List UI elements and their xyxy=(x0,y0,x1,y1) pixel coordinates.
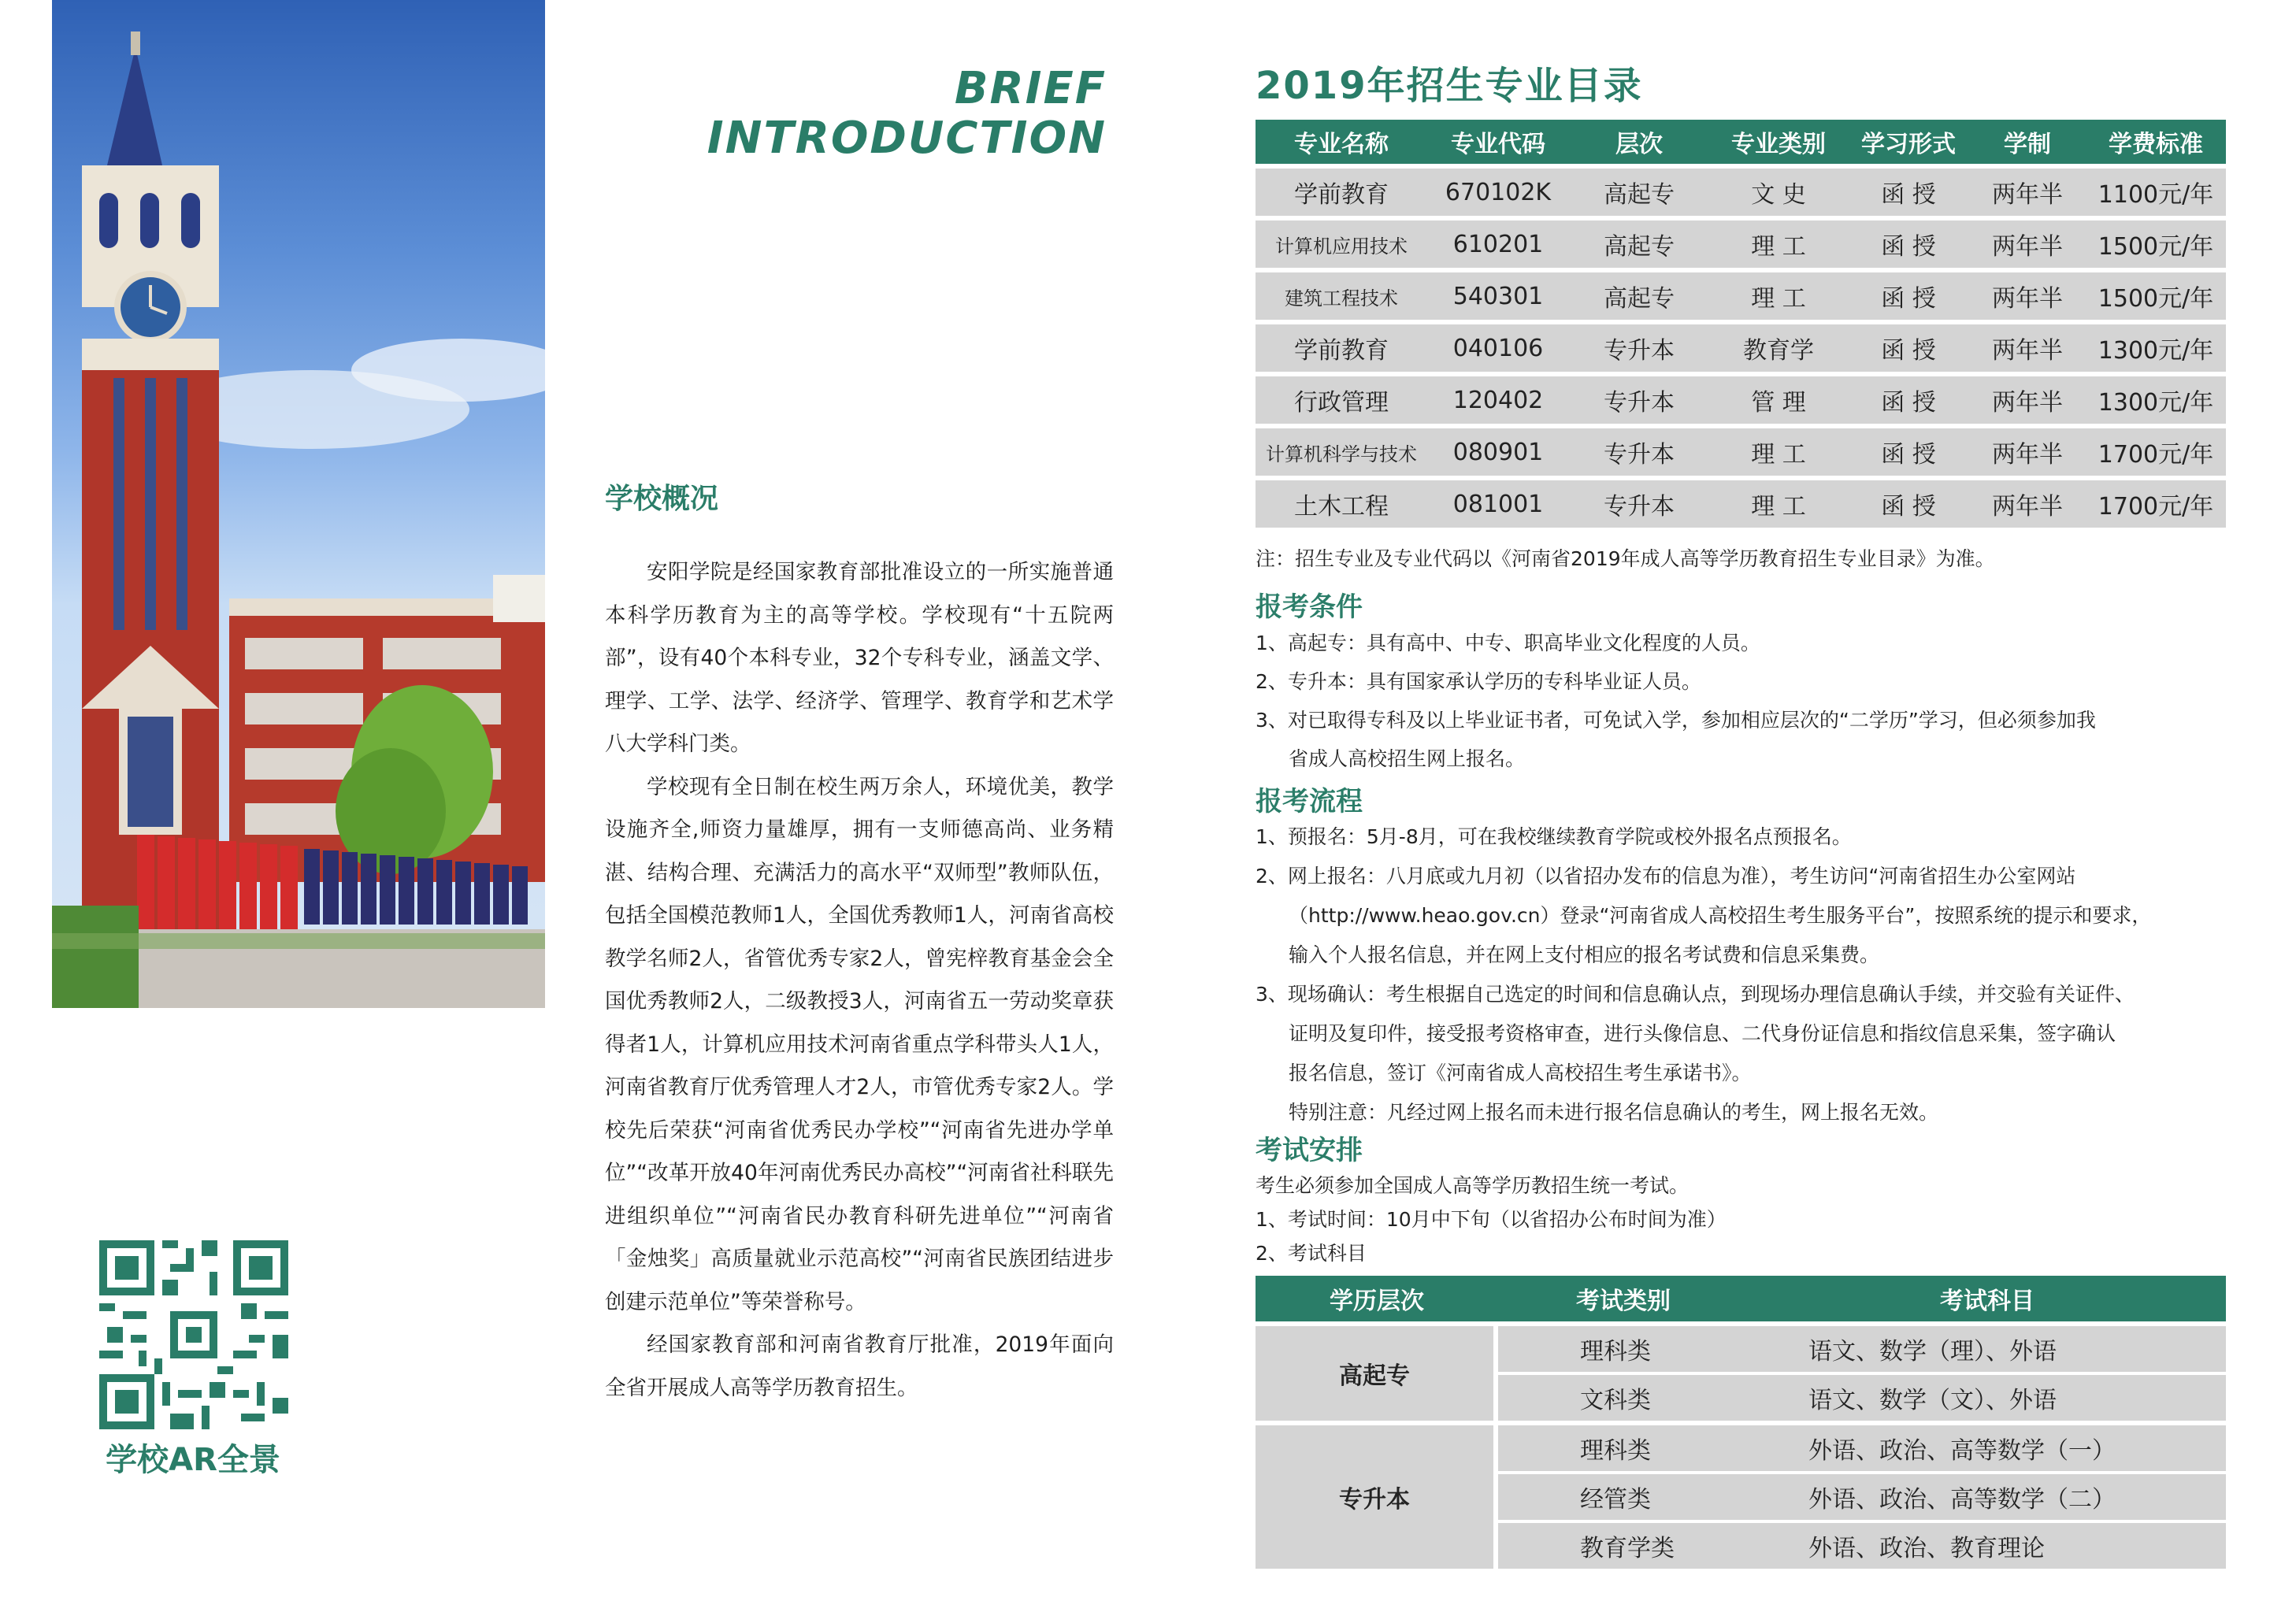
table-row xyxy=(1256,376,2226,424)
header-cell: 层次 xyxy=(1569,120,1709,164)
qr-label: 学校AR全景 xyxy=(106,1442,280,1478)
brief-heading-line1: BRIEF xyxy=(954,63,1107,114)
duration: 两年半 xyxy=(1969,428,2086,476)
process-line: 证明及复印件，接受报考资格审查，进行头像信息、二代身份证信息和指纹信息采集，签字确认 xyxy=(1289,1022,2116,1045)
header-cell: 考试科目 xyxy=(1749,1276,2226,1321)
exam-subjects: 语文、数学（文）、外语 xyxy=(1749,1372,2226,1421)
exam-subjects: 外语、政治、教育理论 xyxy=(1749,1520,2226,1569)
major-category: 理 工 xyxy=(1709,220,1848,268)
header-cell: 考试类别 xyxy=(1498,1276,1749,1321)
header-cell: 学历层次 xyxy=(1256,1276,1498,1321)
education-level: 专升本 xyxy=(1256,1425,1498,1569)
study-form: 函 授 xyxy=(1848,480,1969,528)
table-row xyxy=(1256,1326,2226,1372)
overview-text xyxy=(605,551,1114,1410)
table-row xyxy=(1256,428,2226,476)
majors-header-row xyxy=(1256,120,2226,164)
table-row xyxy=(1256,169,2226,216)
duration: 两年半 xyxy=(1969,169,2086,216)
table-row xyxy=(1256,220,2226,268)
catalog-note: 注：招生专业及专业代码以《河南省2019年成人高等学历教育招生专业目录》为准。 xyxy=(1256,547,1995,570)
tuition: 1100元/年 xyxy=(2086,169,2226,216)
duration: 两年半 xyxy=(1969,480,2086,528)
process-text xyxy=(1256,817,2240,1132)
campus-photo xyxy=(52,0,545,1008)
exam-line: 考生必须参加全国成人高等学历教招生统一考试。 xyxy=(1256,1174,1690,1197)
exam-category: 理科类 xyxy=(1498,1425,1749,1471)
header-cell: 学费标准 xyxy=(2086,120,2226,164)
exam-text xyxy=(1256,1169,2240,1270)
duration: 两年半 xyxy=(1969,376,2086,424)
major-level: 专升本 xyxy=(1569,480,1709,528)
process-line: 特别注意：凡经过网上报名而未进行报名信息确认的考生，网上报名无效。 xyxy=(1289,1101,1939,1124)
process-line: 1、预报名：5月-8月，可在我校继续教育学院或校外报名点预报名。 xyxy=(1256,825,1852,848)
major-category: 理 工 xyxy=(1709,428,1848,476)
major-level: 专升本 xyxy=(1569,428,1709,476)
tuition: 1700元/年 xyxy=(2086,480,2226,528)
overview-paragraph: 经国家教育部和河南省教育厅批准，2019年面向全省开展成人高等学历教育招生。 xyxy=(605,1332,1114,1400)
major-code: 120402 xyxy=(1427,376,1569,424)
major-code: 540301 xyxy=(1427,272,1569,320)
conditions-title: 报考条件 xyxy=(1256,591,1363,623)
exam-line: 1、考试时间：10月中下旬（以省招办公布时间为准） xyxy=(1256,1208,1727,1231)
major-code: 610201 xyxy=(1427,220,1569,268)
table-row xyxy=(1256,272,2226,320)
study-form: 函 授 xyxy=(1848,169,1969,216)
study-form: 函 授 xyxy=(1848,376,1969,424)
exam-category: 教育学类 xyxy=(1498,1520,1749,1569)
tuition: 1500元/年 xyxy=(2086,272,2226,320)
duration: 两年半 xyxy=(1969,220,2086,268)
process-line: 输入个人报名信息，并在网上支付相应的报名考试费和信息采集费。 xyxy=(1289,943,1880,966)
major-name: 计算机科学与技术 xyxy=(1256,428,1427,476)
tuition: 1700元/年 xyxy=(2086,428,2226,476)
major-name: 计算机应用技术 xyxy=(1256,220,1427,268)
process-title: 报考流程 xyxy=(1256,786,1363,817)
major-code: 080901 xyxy=(1427,428,1569,476)
exam-line: 2、考试科目 xyxy=(1256,1242,1367,1265)
conditions-line: 1、高起专：具有高中、中专、职高毕业文化程度的人员。 xyxy=(1256,632,1760,654)
exam-subjects: 语文、数学（理）、外语 xyxy=(1749,1326,2226,1372)
duration: 两年半 xyxy=(1969,324,2086,372)
header-cell: 专业类别 xyxy=(1709,120,1848,164)
header-cell: 学习形式 xyxy=(1848,120,1969,164)
major-name: 学前教育 xyxy=(1256,324,1427,372)
header-cell: 学制 xyxy=(1969,120,2086,164)
process-line: （http://www.heao.gov.cn）登录“河南省成人高校招生考生服务平台”，按照系统的提示和要求， xyxy=(1289,904,2152,927)
conditions-line: 省成人高校招生网上报名。 xyxy=(1289,747,1526,770)
subjects-header-row xyxy=(1256,1276,2226,1321)
duration: 两年半 xyxy=(1969,272,2086,320)
tuition: 1500元/年 xyxy=(2086,220,2226,268)
header-cell: 专业代码 xyxy=(1427,120,1569,164)
major-name: 土木工程 xyxy=(1256,480,1427,528)
major-category: 管 理 xyxy=(1709,376,1848,424)
major-level: 高起专 xyxy=(1569,272,1709,320)
major-level: 高起专 xyxy=(1569,220,1709,268)
qr-code[interactable] xyxy=(99,1240,288,1429)
overview-paragraph: 安阳学院是经国家教育部批准设立的一所实施普通本科学历教育为主的高等学校。学校现有“十五院两部”，设有40个本科专业，32个专科专业，涵盖文学、理学、工学、法学、经济学、管理学、教育学和艺术学八大学科门类。 xyxy=(605,560,1114,756)
process-line: 3、现场确认：考生根据自己选定的时间和信息确认点，到现场办理信息确认手续，并交验有关证件、 xyxy=(1256,983,2135,1006)
major-category: 理 工 xyxy=(1709,272,1848,320)
majors-table xyxy=(1256,115,2226,532)
process-line: 报名信息，签订《河南省成人高校招生考生承诺书》。 xyxy=(1289,1062,1752,1084)
exam-subjects: 外语、政治、高等数学（一） xyxy=(1749,1425,2226,1471)
major-level: 高起专 xyxy=(1569,169,1709,216)
study-form: 函 授 xyxy=(1848,220,1969,268)
major-name: 行政管理 xyxy=(1256,376,1427,424)
study-form: 函 授 xyxy=(1848,428,1969,476)
major-category: 文 史 xyxy=(1709,169,1848,216)
exam-category: 经管类 xyxy=(1498,1471,1749,1520)
exam-category: 理科类 xyxy=(1498,1326,1749,1372)
conditions-line: 3、对已取得专科及以上毕业证书者，可免试入学，参加相应层次的“二学历”学习，但必须参加我 xyxy=(1256,709,2096,732)
header-cell: 专业名称 xyxy=(1256,120,1427,164)
major-code: 040106 xyxy=(1427,324,1569,372)
study-form: 函 授 xyxy=(1848,324,1969,372)
exam-subjects: 外语、政治、高等数学（二） xyxy=(1749,1471,2226,1520)
major-code: 081001 xyxy=(1427,480,1569,528)
major-code: 670102K xyxy=(1427,169,1569,216)
brief-heading-line2: INTRODUCTION xyxy=(707,113,1107,164)
catalog-title: 2019年招生专业目录 xyxy=(1256,64,1643,108)
exam-subjects-table xyxy=(1256,1276,2226,1569)
major-category: 教育学 xyxy=(1709,324,1848,372)
tuition: 1300元/年 xyxy=(2086,324,2226,372)
overview-paragraph: 学校现有全日制在校生两万余人，环境优美，教学设施齐全,师资力量雄厚，拥有一支师德高尚、业务精湛、结构合理、充满活力的高水平“双师型”教师队伍，包括全国模范教师1人，全国优秀教师1人，河南省高校教学名师2人，省管优秀专家2人，曾宪梓教育基金会全国优秀教师2人，二级教授3人，河南省五一劳动奖章获得者1人，计算机应用技术河南省重点学科带头人1人，河南省教育厅优秀管理人才2人，市管优秀专家2人。学校先后荣获“河南省优秀民办学校”“河南省先进办学单位”“改革开放40年河南优秀民办高校”“河南省社科联先进组织单位”“河南省民办教育科研先进单位”“河南省「金烛奖」高质量就业示范高校”“河南省民族团结进步创建示范单位”等荣誉称号。 xyxy=(605,774,1114,1314)
table-row xyxy=(1256,324,2226,372)
conditions-line: 2、专升本：具有国家承认学历的专科毕业证人员。 xyxy=(1256,670,1701,693)
major-name: 建筑工程技术 xyxy=(1256,272,1427,320)
process-line: 2、网上报名：八月底或九月初（以省招办发布的信息为准），考生访问“河南省招生办公室网站 xyxy=(1256,865,2076,888)
major-name: 学前教育 xyxy=(1256,169,1427,216)
conditions-text xyxy=(1256,624,2240,778)
major-category: 理 工 xyxy=(1709,480,1848,528)
major-level: 专升本 xyxy=(1569,376,1709,424)
table-row xyxy=(1256,480,2226,528)
table-row xyxy=(1256,1425,2226,1471)
exam-category: 文科类 xyxy=(1498,1372,1749,1421)
tuition: 1300元/年 xyxy=(2086,376,2226,424)
major-level: 专升本 xyxy=(1569,324,1709,372)
study-form: 函 授 xyxy=(1848,272,1969,320)
education-level: 高起专 xyxy=(1256,1326,1498,1421)
overview-title: 学校概况 xyxy=(605,483,719,515)
exam-title: 考试安排 xyxy=(1256,1135,1363,1166)
